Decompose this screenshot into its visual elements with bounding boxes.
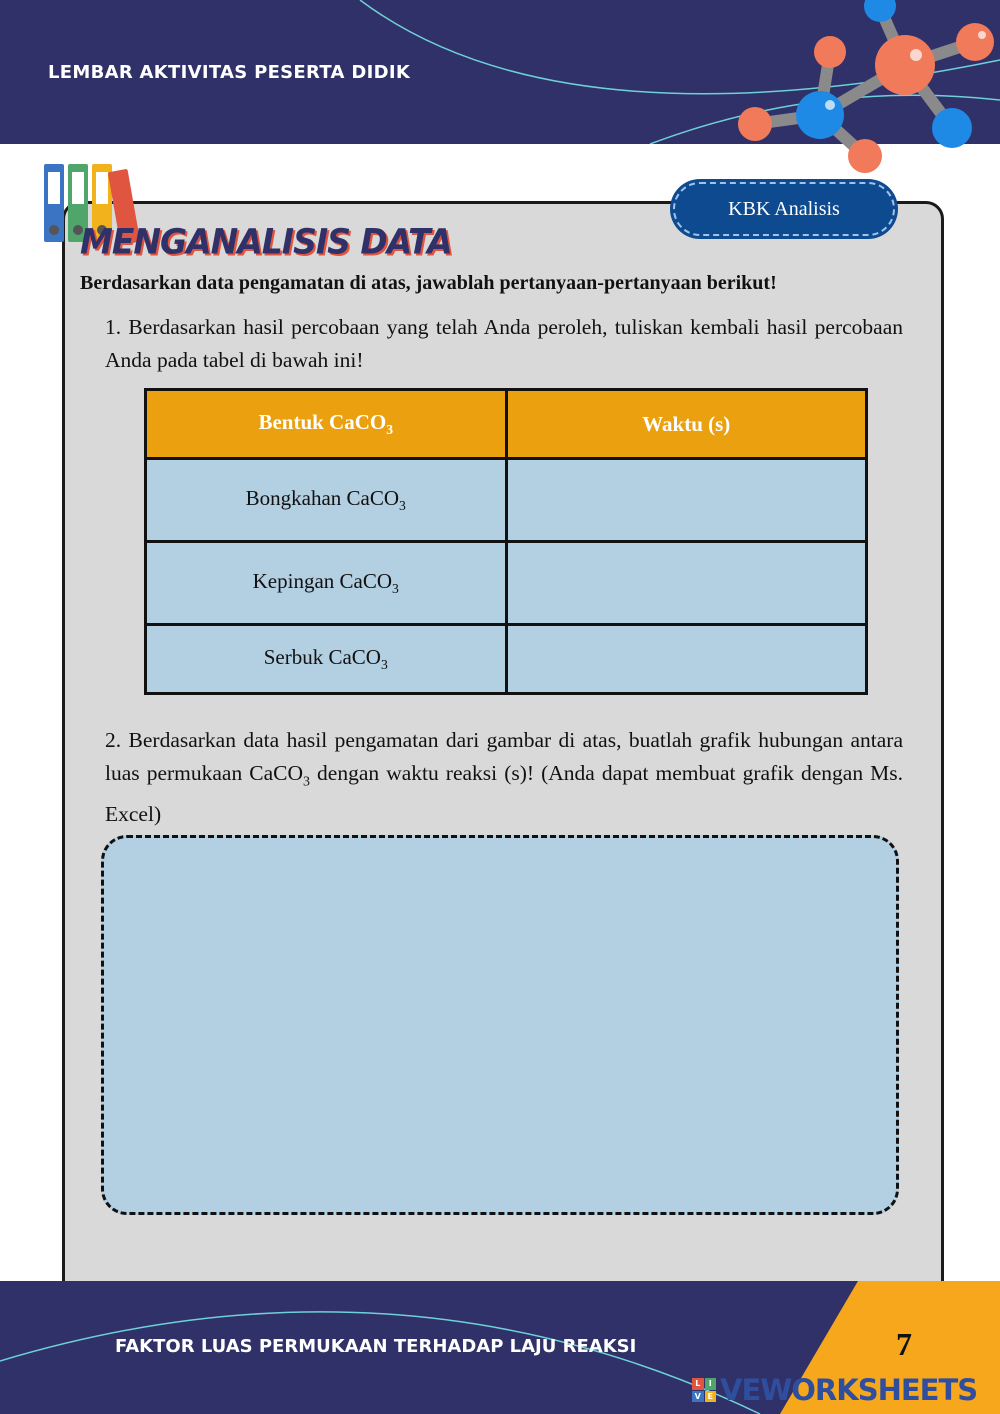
time-cell[interactable] (506, 459, 867, 542)
brand-name: VEWORKSHEETS (720, 1373, 978, 1407)
instruction-text: Berdasarkan data pengamatan di atas, jawablah pertanyaan-pertanyaan berikut! (80, 272, 777, 294)
time-cell[interactable] (506, 542, 867, 625)
table-header-row (146, 390, 867, 459)
kbk-badge: KBK Analisis (673, 182, 895, 236)
row-label: Kepingan CaCO$_3$ (146, 542, 507, 625)
table-row (146, 459, 867, 542)
brand-logo-icon: L I V E (692, 1378, 716, 1402)
row-label: Bongkahan CaCO$_3$ (146, 459, 507, 542)
question-1: 1. Berdasarkan hasil percobaan yang telah Anda peroleh, tuliskan kembali hasil percobaan Anda pada tabel di bawah ini! (105, 315, 903, 372)
header-shape: Bentuk CaCO$_3$ (146, 390, 507, 459)
table-row (146, 625, 867, 694)
time-cell[interactable] (506, 625, 867, 694)
question-2: 2. Berdasarkan data hasil pengamatan dari gambar di atas, buatlah grafik hubungan antara luas permukaan CaCO$_3$ dengan waktu reaksi (s)! (Anda dapat membuat grafik dengan Ms. Excel) (105, 728, 903, 827)
liveworksheets-logo (692, 1373, 977, 1407)
section-title: MENGANALISIS DATA (80, 221, 452, 262)
page-number: 7 (896, 1326, 912, 1362)
molecule-icon (730, 0, 1000, 180)
header-time: Waktu (s) (506, 390, 867, 459)
row-label: Serbuk CaCO$_3$ (146, 625, 507, 694)
header-title: LEMBAR AKTIVITAS PESERTA DIDIK (48, 62, 411, 83)
footer-title: FAKTOR LUAS PERMUKAAN TERHADAP LAJU REAKSI (115, 1336, 637, 1357)
table-row (146, 542, 867, 625)
graph-answer-box[interactable] (101, 835, 899, 1215)
results-table (144, 388, 868, 695)
